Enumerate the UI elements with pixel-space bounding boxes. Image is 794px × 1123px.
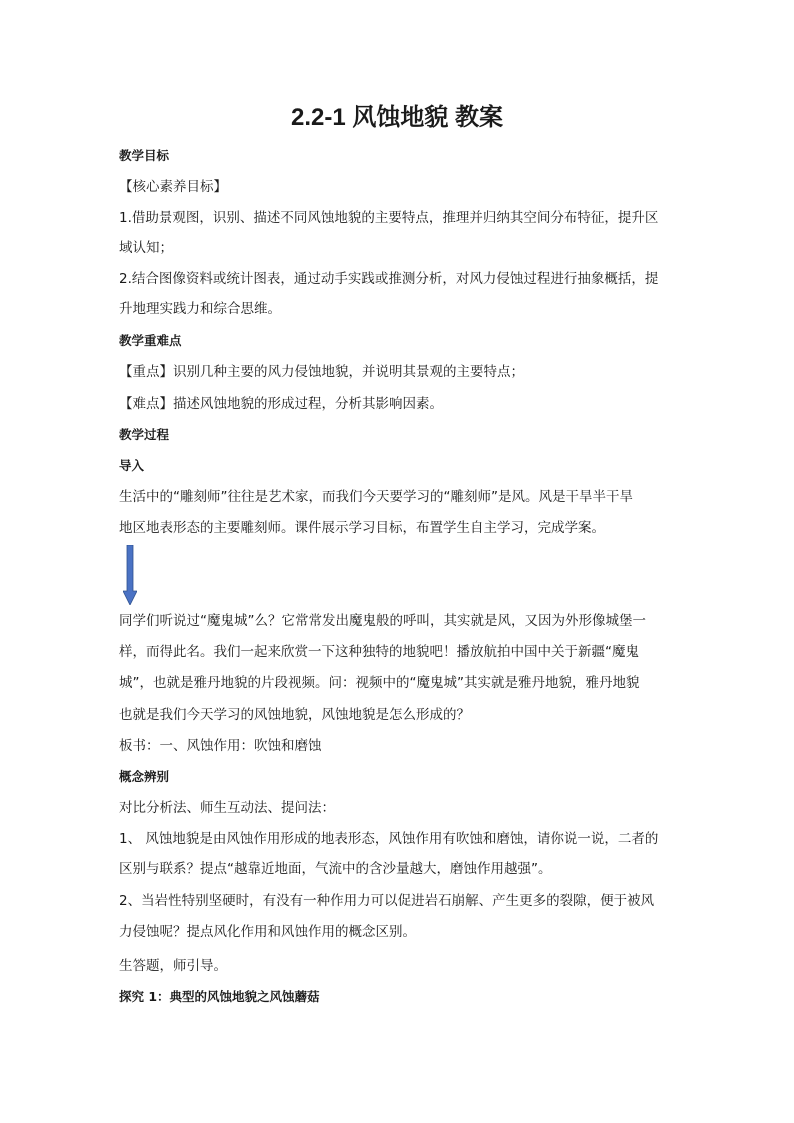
- goal-2-line-2: 升地理实践力和综合思维。: [119, 301, 281, 317]
- difficulty-text: 【难点】描述风蚀地貌的形成过程，分析其影响因素。: [119, 396, 443, 412]
- paragraph-2-line-4: 也就是我们今天学习的风蚀地貌，风蚀地貌是怎么形成的？: [119, 707, 470, 723]
- intro-line-1: 生活中的“雕刻师”往往是艺术家，而我们今天要学习的“雕刻师”是风。风是干旱半干旱: [119, 489, 633, 505]
- goal-2-line-1: 2.结合图像资料或统计图表，通过动手实践或推测分析，对风力侵蚀过程进行抽象概括，提: [119, 271, 659, 287]
- heading-key-points: 教学重难点: [119, 333, 182, 348]
- goal-1-line-1: 1.借助景观图，识别、描述不同风蚀地貌的主要特点，推理并归纳其空间分布特征，提升区: [119, 210, 659, 226]
- core-goals-label: 【核心素养目标】: [119, 179, 227, 195]
- intro-line-2: 地区地表形态的主要雕刻师。课件展示学习目标，布置学生自主学习，完成学案。: [119, 520, 605, 536]
- question-1-line-1: 1、 风蚀地貌是由风蚀作用形成的地表形态，风蚀作用有吹蚀和磨蚀，请你说一说，二者的: [119, 831, 659, 847]
- question-1-line-2: 区别与联系？提点“越靠近地面，气流中的含沙量越大，磨蚀作用越强”。: [119, 861, 552, 877]
- paragraph-2-line-3: 城”，也就是雅丹地貌的片段视频。问：视频中的“魔鬼城”其实就是雅丹地貌，雅丹地貌: [119, 675, 640, 691]
- paragraph-2-line-2: 样，而得此名。我们一起来欣赏一下这种独特的地貌吧！播放航拍中国中关于新疆“魔鬼: [119, 644, 639, 660]
- heading-process: 教学过程: [119, 427, 170, 442]
- heading-intro: 导入: [119, 458, 145, 473]
- heading-objectives: 教学目标: [119, 148, 170, 163]
- question-2-line-2: 力侵蚀呢？提点风化作用和风蚀作用的概念区别。: [119, 924, 416, 940]
- down-arrow-icon: [123, 545, 137, 605]
- question-2-line-1: 2、当岩性特别坚硬时，有没有一种作用力可以促进岩石崩解、产生更多的裂隙，便于被风: [119, 893, 655, 909]
- board-note: 板书：一、风蚀作用：吹蚀和磨蚀: [119, 738, 322, 754]
- methods-text: 对比分析法、师生互动法、提问法：: [119, 800, 335, 816]
- goal-1-line-2: 域认知；: [119, 240, 173, 256]
- key-point-text: 【重点】识别几种主要的风力侵蚀地貌，并说明其景观的主要特点；: [119, 364, 524, 380]
- heading-explore-1: 探究 1：典型的风蚀地貌之风蚀蘑菇: [119, 989, 320, 1004]
- paragraph-2-line-1: 同学们听说过“魔鬼城”么？它常常发出魔鬼般的呼叫，其实就是风，又因为外形像城堡一: [119, 613, 646, 629]
- heading-concept: 概念辨别: [119, 769, 170, 784]
- answer-text: 生答题，师引导。: [119, 958, 227, 974]
- document-title: 2.2-1 风蚀地貌 教案: [290, 104, 504, 131]
